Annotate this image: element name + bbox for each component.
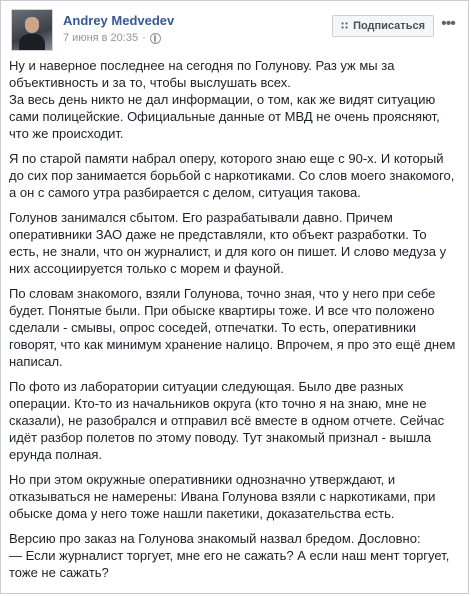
post-meta-dot: ·: [142, 32, 146, 44]
post-meta: [63, 32, 161, 44]
globe-icon[interactable]: [150, 33, 161, 44]
avatar-body: [19, 34, 45, 50]
subscribe-label: Подписаться: [353, 20, 425, 32]
more-options-button[interactable]: •••: [441, 15, 455, 32]
post-paragraph-1: Ну и наверное последнее на сегодня по Голунову. Раз уж мы за объективность и за то, чтобы выслушать всех. За весь день никто не дал информации, о том, как же видят ситуацию сами полицейские. Официальные данные от МВД не очень проясняют, что же происходит.: [9, 58, 440, 141]
post-body: [9, 57, 458, 589]
post-paragraph-4: По словам знакомого, взяли Голунова, точно зная, что у него при себе будет. Понятые были. При обыске квартиры тоже. И все что положено сделали - смывы, опрос соседей, отпечатки. То есть, оперативники говорят, что как минимум хранение налицо. Впрочем, я про это ещё днем написал.: [9, 286, 456, 369]
avatar[interactable]: [11, 9, 53, 51]
post-timestamp[interactable]: 7 июня в 20:35: [63, 32, 139, 44]
author-name[interactable]: Andrey Medvedev: [63, 13, 175, 28]
post-paragraph-3: Голунов занимался сбытом. Его разрабатывали давно. Причем оперативники ЗАО даже не представляли, кто объект разработки. То есть, не знали, что он журналист, и для кого он пишет. И слово медуза у них ассоциируется только с морем и фауной.: [9, 210, 447, 276]
avatar-head: [25, 17, 39, 33]
post-paragraph-2: Я по старой памяти набрал оперу, которого знаю еще с 90-х. И который до сих пор занимается борьбой с наркотиками. Со слов моего знакомого, а он с самого утра разбирается с делом, ситуация такова.: [9, 151, 455, 200]
post-header: [9, 9, 460, 57]
post-paragraph-6: Но при этом окружные оперативники однозначно утверждают, и отказываться не намерены: Ивана Голунова взяли с наркотиками, при обыске дома у него тоже нашли пакетики, доказательства есть.: [9, 472, 436, 521]
post-paragraph-5: По фото из лаборатории ситуации следующая. Было две разных операции. Кто-то из начальников округа (кто точно я на знаю, мне не сказали), не разобрался и отправил всё вместе в одном отчете. Сейчас идёт разбор полетов по этому поводу. Тут знакомый признал - вышла ерунда полная.: [9, 379, 445, 462]
post-paragraph-7: Версию про заказ на Голунова знакомый назвал бредом. Дословно: — Если журналист торгует, мне его не сажать? А если наш мент торгует, тоже не сажать?: [9, 531, 450, 580]
subscribe-button[interactable]: [332, 15, 434, 37]
rss-icon: ∷: [341, 20, 349, 32]
